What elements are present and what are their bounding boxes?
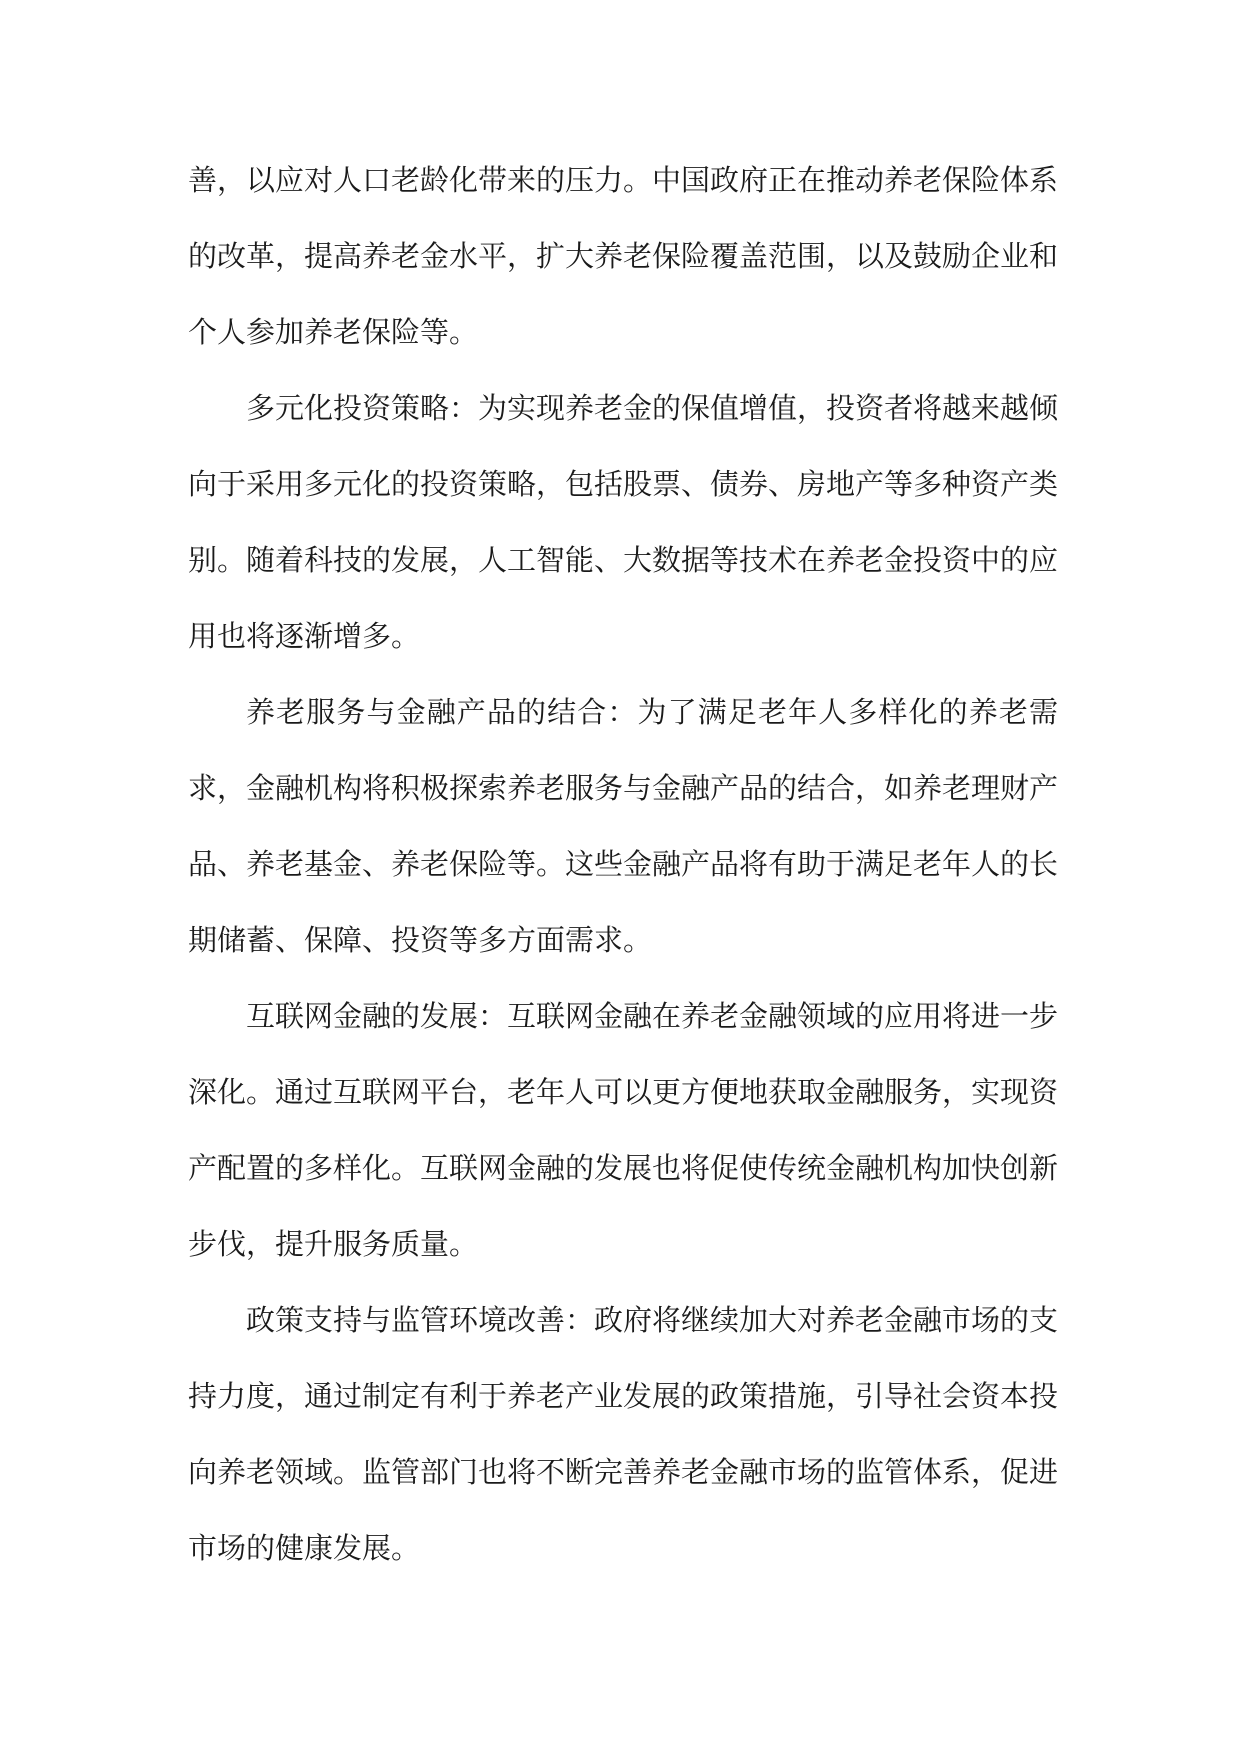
paragraph-diversified-investment: 多元化投资策略：为实现养老金的保值增值，投资者将越来越倾向于采用多元化的投资策略，包括股票、债券、房地产等多种资产类别。随着科技的发展，人工智能、大数据等技术在养老金投资中的应用也将逐渐增多。 xyxy=(188,391,1059,653)
paragraph-services-and-products: 养老服务与金融产品的结合：为了满足老年人多样化的养老需求，金融机构将积极探索养老服务与金融产品的结合，如养老理财产品、养老基金、养老保险等。这些金融产品将有助于满足老年人的长期储蓄、保障、投资等多方面需求。 xyxy=(188,695,1059,957)
paragraph-continuation: 善，以应对人口老龄化带来的压力。中国政府正在推动养老保险体系的改革，提高养老金水平，扩大养老保险覆盖范围，以及鼓励企业和个人参加养老保险等。 xyxy=(188,163,1059,349)
paragraph-policy-support: 政策支持与监管环境改善：政府将继续加大对养老金融市场的支持力度，通过制定有利于养老产业发展的政策措施，引导社会资本投向养老领域。监管部门也将不断完善养老金融市场的监管体系，促进市场的健康发展。 xyxy=(188,1303,1059,1565)
paragraph-internet-finance: 互联网金融的发展：互联网金融在养老金融领域的应用将进一步深化。通过互联网平台，老年人可以更方便地获取金融服务，实现资产配置的多样化。互联网金融的发展也将促使传统金融机构加快创新步伐，提升服务质量。 xyxy=(188,999,1059,1261)
body-text xyxy=(188,142,1058,1586)
